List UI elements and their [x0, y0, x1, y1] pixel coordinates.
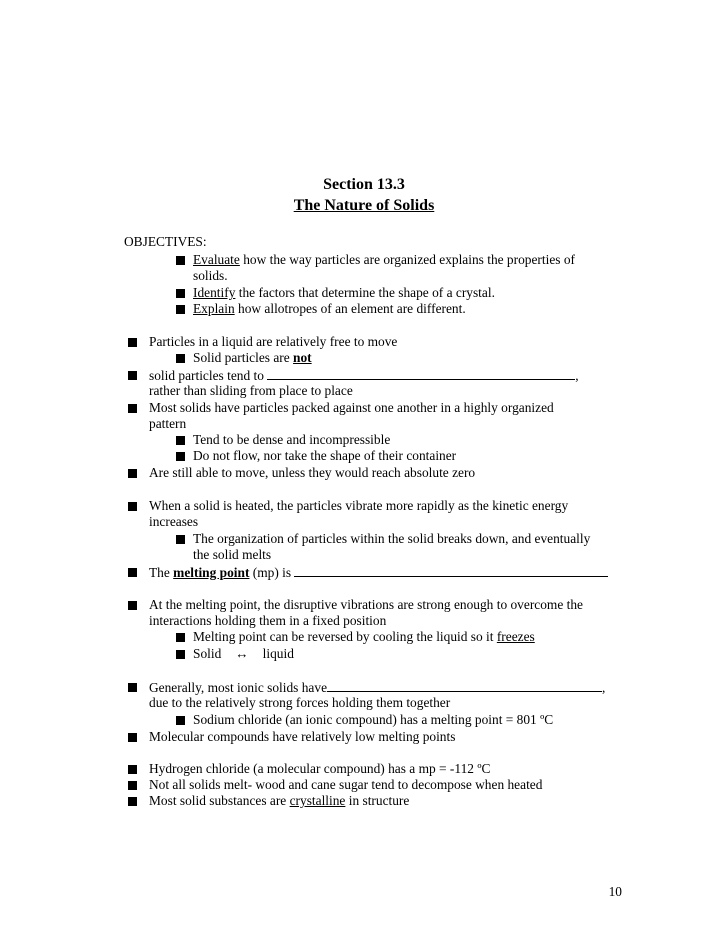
sub-bullet-8a [176, 716, 185, 725]
note-bullet-1 [128, 338, 137, 347]
note-5a: The organization of particles within the solid breaks down, and eventually [193, 531, 591, 546]
sub-bullet-3b [176, 452, 185, 461]
note-12-text-2: in structure [345, 793, 410, 808]
note-7a [193, 629, 535, 645]
note-2-cont: rather than sliding from place to place [149, 383, 353, 398]
note-11: Not all solids melt- wood and cane sugar tend to decompose when heated [149, 777, 543, 792]
fill-in-blank-3[interactable] [327, 679, 602, 692]
note-bullet-6 [128, 568, 137, 577]
note-5: When a solid is heated, the particles vibrate more rapidly as the kinetic energy [149, 498, 569, 513]
section-number: Section 13.3 [323, 176, 405, 193]
note-12 [149, 793, 409, 809]
note-8-comma: , [602, 680, 606, 695]
note-2-text: solid particles tend to [149, 368, 268, 383]
note-5a-cont: the solid melts [193, 547, 272, 562]
note-6 [149, 564, 608, 581]
note-3b: Do not flow, nor take the shape of their container [193, 448, 457, 463]
objective-1-cont: solids. [193, 268, 228, 283]
note-bullet-7 [128, 601, 137, 610]
note-6-text-2: (mp) is [249, 565, 295, 580]
objective-bullet-3 [176, 305, 185, 314]
solid-label: Solid [193, 646, 222, 661]
note-7: At the melting point, the disruptive vibrations are strong enough to overcome the [149, 597, 583, 612]
objective-2-text: the factors that determine the shape of a crystal. [235, 285, 495, 300]
page-title-text: The Nature of Solids [293, 197, 435, 214]
note-7-cont: interactions holding them in a fixed position [149, 613, 387, 628]
note-10: Hydrogen chloride (a molecular compound) has a mp = -112 ºC [149, 761, 491, 776]
liquid-label: liquid [262, 646, 294, 661]
note-bullet-5 [128, 502, 137, 511]
note-3-cont: pattern [149, 416, 187, 431]
note-3a: Tend to be dense and incompressible [193, 432, 391, 447]
objective-1-key: Evaluate [193, 252, 240, 267]
note-bullet-9 [128, 733, 137, 742]
fill-in-blank-1[interactable] [267, 367, 575, 380]
note-7b [193, 646, 294, 662]
note-2 [149, 367, 579, 384]
note-bullet-10 [128, 765, 137, 774]
note-bullet-8 [128, 683, 137, 692]
equilibrium-arrow: ↔ [235, 646, 249, 661]
note-9: Molecular compounds have relatively low melting points [149, 729, 456, 744]
note-bullet-12 [128, 797, 137, 806]
note-1a-text: Solid particles are [193, 350, 294, 365]
objectives-label: OBJECTIVES: [124, 234, 207, 249]
page-title [0, 197, 728, 215]
page-number: 10 [608, 884, 622, 899]
objective-3-text: how allotropes of an element are different. [234, 301, 466, 316]
sub-bullet-5a [176, 535, 185, 544]
note-1: Particles in a liquid are relatively free to move [149, 334, 398, 349]
sub-bullet-1a [176, 354, 185, 363]
objective-3-key: Explain [193, 301, 235, 316]
note-bullet-3 [128, 404, 137, 413]
note-8-cont: due to the relatively strong forces holding them together [149, 695, 451, 710]
freezes-term: freezes [496, 629, 535, 644]
note-8-text: Generally, most ionic solids have [149, 680, 328, 695]
note-8 [149, 679, 605, 696]
note-bullet-11 [128, 781, 137, 790]
objective-bullet-1 [176, 256, 185, 265]
sub-bullet-3a [176, 436, 185, 445]
note-3: Most solids have particles packed against one another in a highly organized [149, 400, 554, 415]
note-6-text: The [149, 565, 174, 580]
note-bullet-4 [128, 469, 137, 478]
melting-point-term: melting point [173, 565, 250, 580]
fill-in-blank-2[interactable] [294, 564, 608, 577]
objective-bullet-2 [176, 289, 185, 298]
note-bullet-2 [128, 371, 137, 380]
note-1a-emphasis: not [293, 350, 312, 365]
note-2-comma: , [575, 368, 579, 383]
note-7a-text: Melting point can be reversed by cooling the liquid so it [193, 629, 497, 644]
note-5-cont: increases [149, 514, 199, 529]
note-4: Are still able to move, unless they would reach absolute zero [149, 465, 476, 480]
sub-bullet-7b [176, 650, 185, 659]
objective-2-key: Identify [193, 285, 236, 300]
note-8a: Sodium chloride (an ionic compound) has a melting point = 801 ºC [193, 712, 554, 727]
objective-1-text: how the way particles are organized explains the properties of [239, 252, 575, 267]
objective-2 [193, 285, 495, 301]
crystalline-term: crystalline [289, 793, 346, 808]
sub-bullet-7a [176, 633, 185, 642]
objective-1 [193, 252, 575, 268]
objective-3 [193, 301, 466, 317]
note-1a [193, 350, 312, 366]
note-12-text: Most solid substances are [149, 793, 290, 808]
